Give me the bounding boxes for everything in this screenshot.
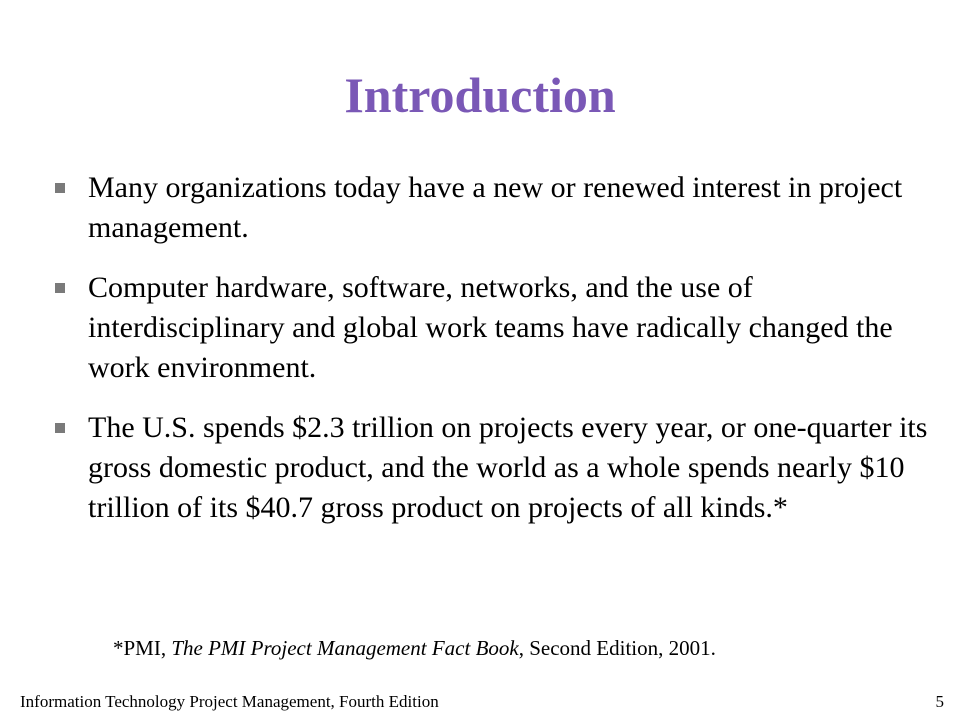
bullet-list	[50, 168, 930, 548]
bullet-item	[50, 268, 930, 388]
footnote	[113, 636, 716, 661]
footnote-book-title: The PMI Project Management Fact Book	[171, 636, 519, 660]
bullet-text: Many organizations today have a new or renewed interest in project management.	[88, 171, 903, 244]
bullet-item	[50, 168, 930, 248]
footer-page-number: 5	[935, 692, 944, 711]
square-bullet-icon	[55, 283, 65, 293]
slide-title: Introduction	[344, 67, 616, 123]
bullet-item	[50, 408, 930, 528]
square-bullet-icon	[55, 183, 65, 193]
bullet-text: Computer hardware, software, networks, and the use of interdisciplinary and global work teams have radically changed the work environment.	[88, 271, 893, 384]
footnote-prefix: *PMI,	[113, 636, 172, 660]
footnote-suffix: , Second Edition, 2001.	[518, 636, 716, 660]
square-bullet-icon	[55, 423, 65, 433]
footer-course-title: Information Technology Project Management, Fourth Edition	[20, 692, 439, 711]
bullet-text: The U.S. spends $2.3 trillion on projects every year, or one-quarter its gross domestic product, and the world as a whole spends nearly $10 trillion of its $40.7 gross product on projects of all kinds.*	[88, 411, 928, 524]
